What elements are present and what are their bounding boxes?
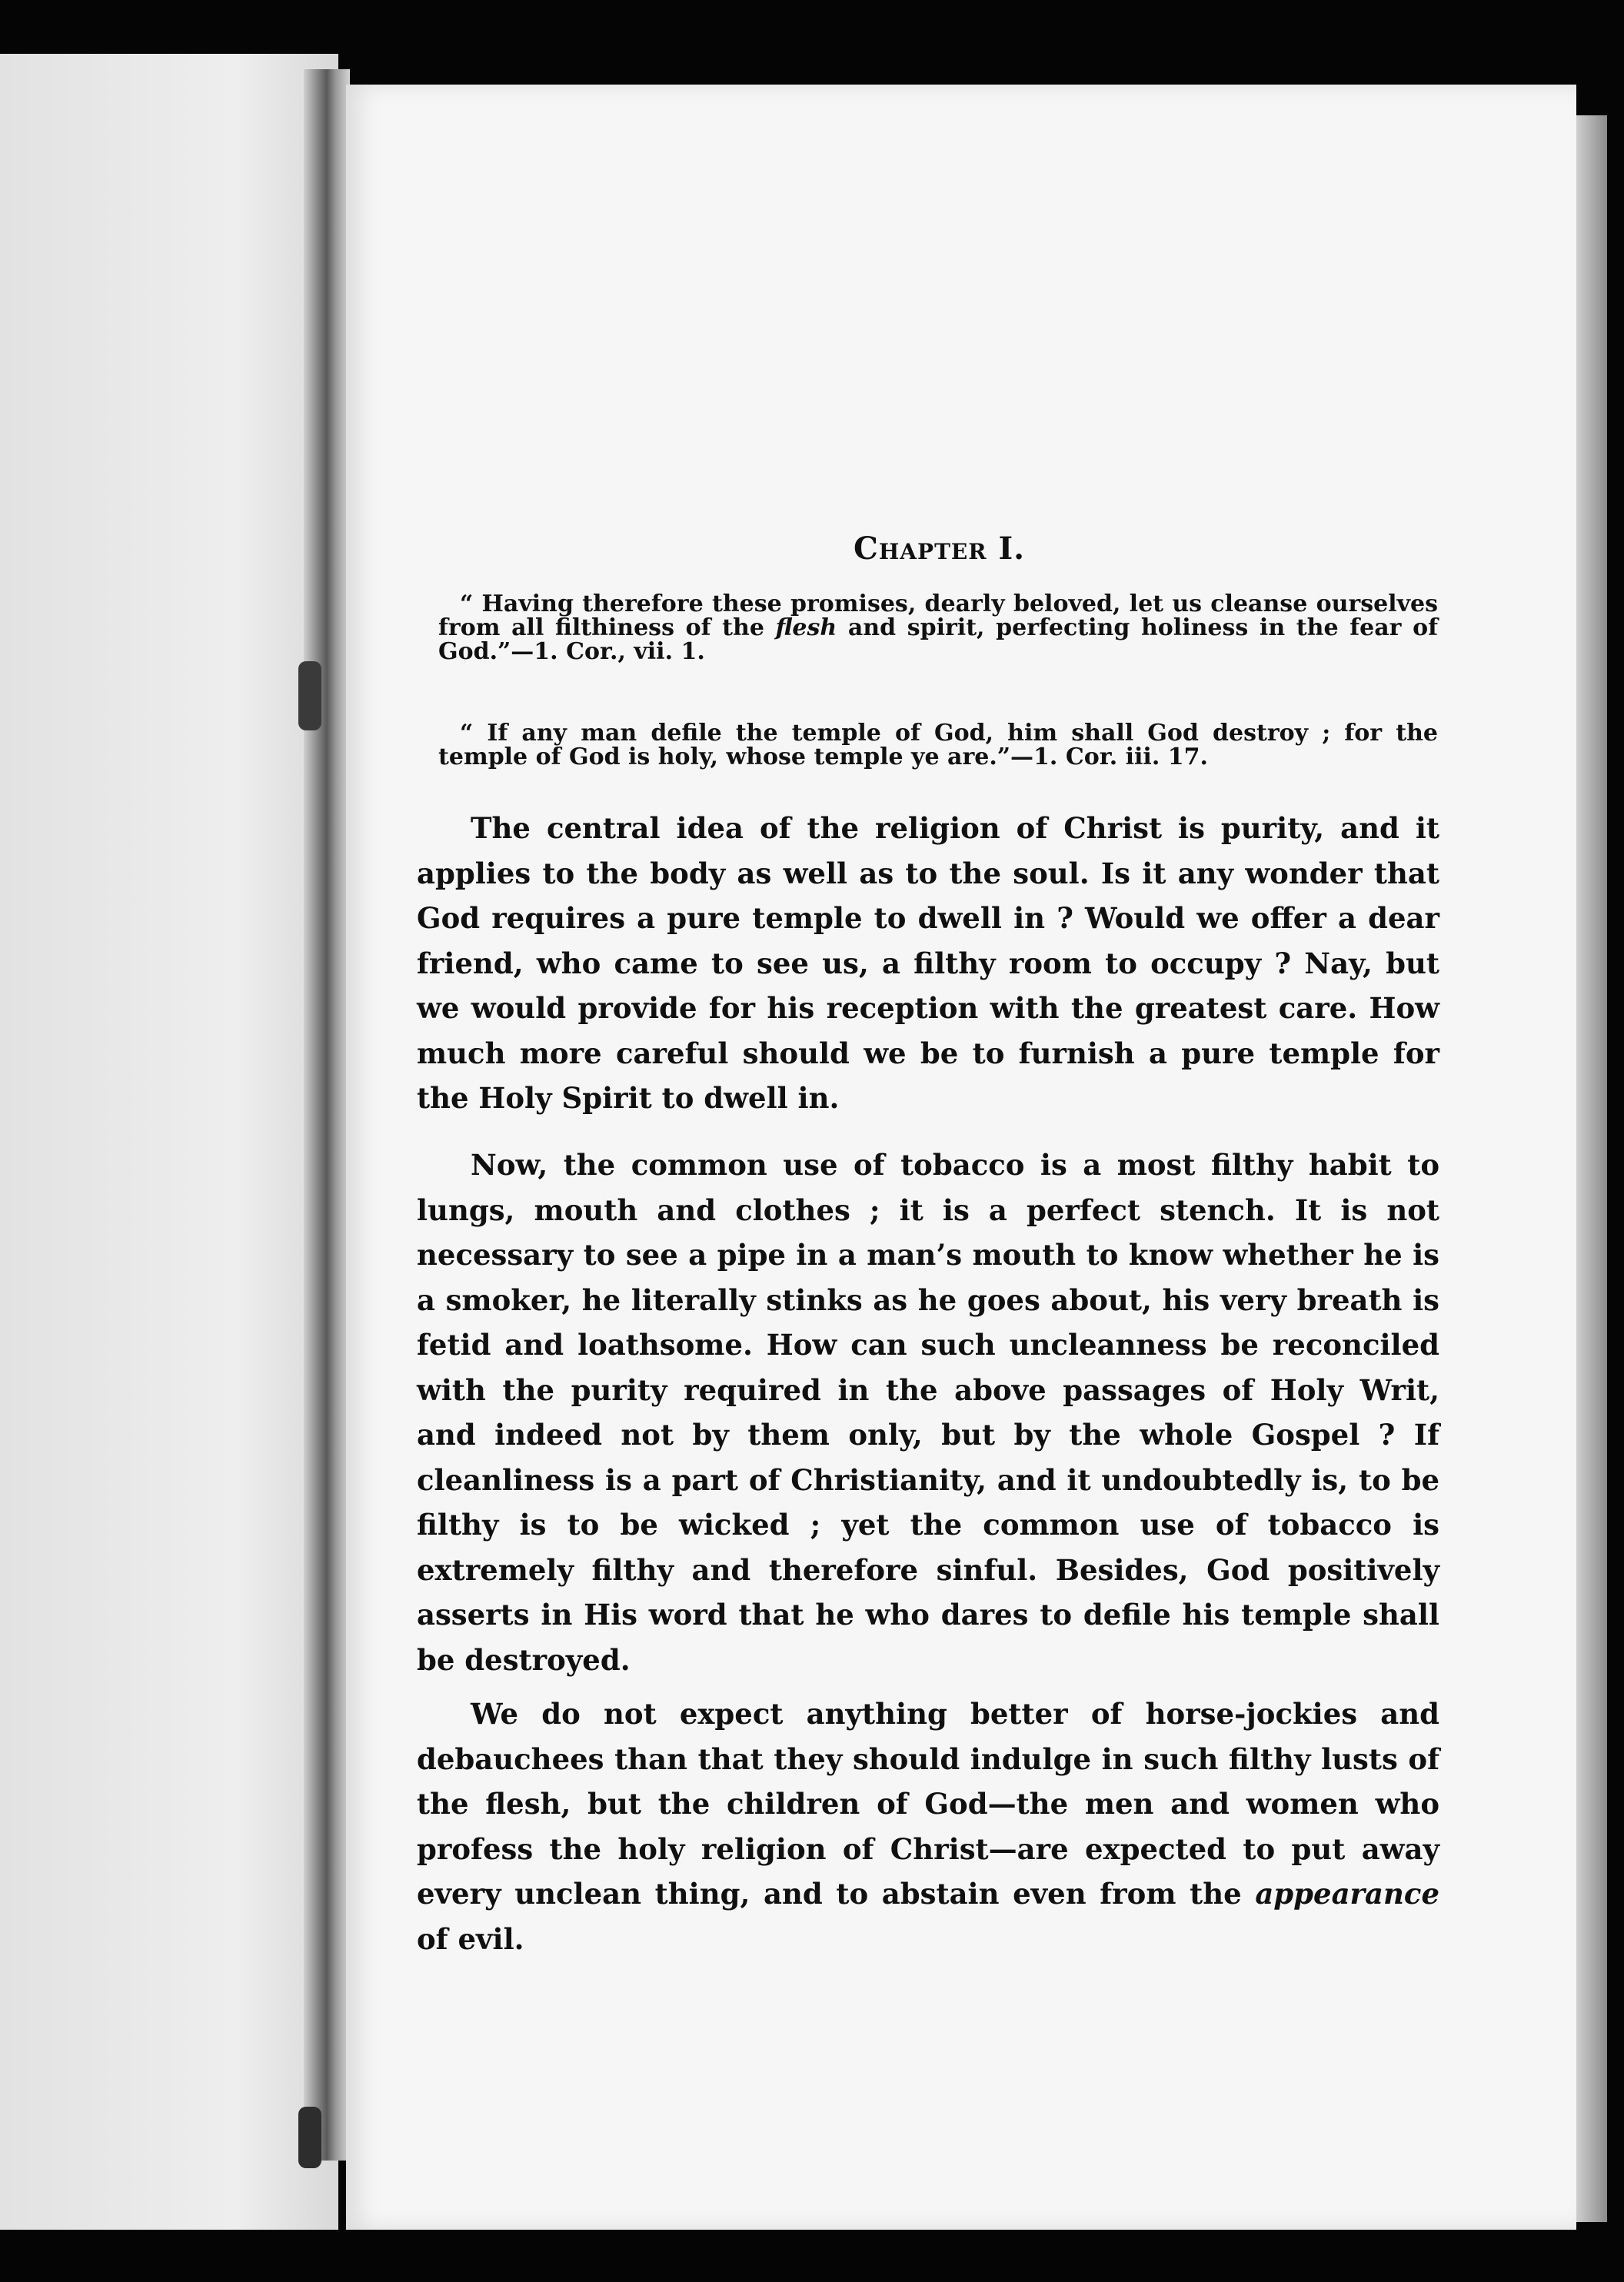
paragraph-text: The central idea of the religion of Christ is purity, and it applies to the body as well as to the soul. Is it any wonder that God requires a pure temple to dwell in ? Would we offer a dear friend, who came to see us, a filthy room to occupy ? Nay, but we would provide for his reception with the greatest care. How much more careful should we be to furnish a pure temple for the Holy Spirit to dwell in. bbox=[417, 811, 1439, 1115]
paragraph-text: Now, the common use of tobacco is a most filthy habit to lungs, mouth and clothes ; it is a perfect stench. It is not necessary to see a pipe in a man’s mouth to know whether he is a smoker, he literally stinks as he goes about, his very breath is fetid and loathsome. How can such uncleanness be reconciled with the purity required in the above passages of Holy Writ, and indeed not by them only, but by the whole Gospel ? If cleanliness is a part of Christianity, and it undoubtedly is, to be filthy is to be wicked ; yet the common use of tobacco is extremely filthy and therefore sinful. Besides, God positively asserts in His word that he who dares to defile his temple shall be destroyed. bbox=[417, 1148, 1439, 1677]
chapter-heading: Chapter I. bbox=[854, 531, 1026, 567]
paragraph-text-start: We do not expect anything better of horse-jockies and debauchees than that they should indulge in such filthy lusts of the flesh, but the children of God—the men and women who profess the holy religion of Christ—are expected to put away every unclean thing, and to abstain even from the bbox=[417, 1697, 1439, 1911]
paragraph-italic-word: appearance bbox=[1255, 1877, 1439, 1911]
binding-thread bbox=[298, 661, 321, 730]
epigraph-text: “ Having therefore these promises, dearly beloved, let us cleanse ourselves from all filthiness of the bbox=[438, 590, 1438, 641]
body-paragraph bbox=[417, 806, 1439, 1121]
binding-thread-bottom bbox=[298, 2107, 321, 2168]
epigraph-quote bbox=[438, 592, 1438, 664]
body-paragraph bbox=[417, 1692, 1439, 1961]
previous-page bbox=[0, 54, 338, 2230]
body-paragraph bbox=[417, 1143, 1439, 1682]
book-gutter bbox=[304, 69, 350, 2161]
epigraph-italic-word: flesh bbox=[775, 614, 837, 641]
paragraph-text-end: of evil. bbox=[417, 1921, 524, 1956]
epigraph-text-end: and spirit, perfecting holiness in the fear of God.”—1. Cor., vii. 1. bbox=[438, 614, 1439, 665]
page-edge bbox=[1576, 115, 1607, 2222]
paragraph-text bbox=[417, 1692, 1439, 1961]
epigraph-quote: “ If any man defile the temple of God, him shall God destroy ; for the temple of God is holy, whose temple ye are.”—1. Cor. iii. 17. bbox=[438, 720, 1438, 770]
